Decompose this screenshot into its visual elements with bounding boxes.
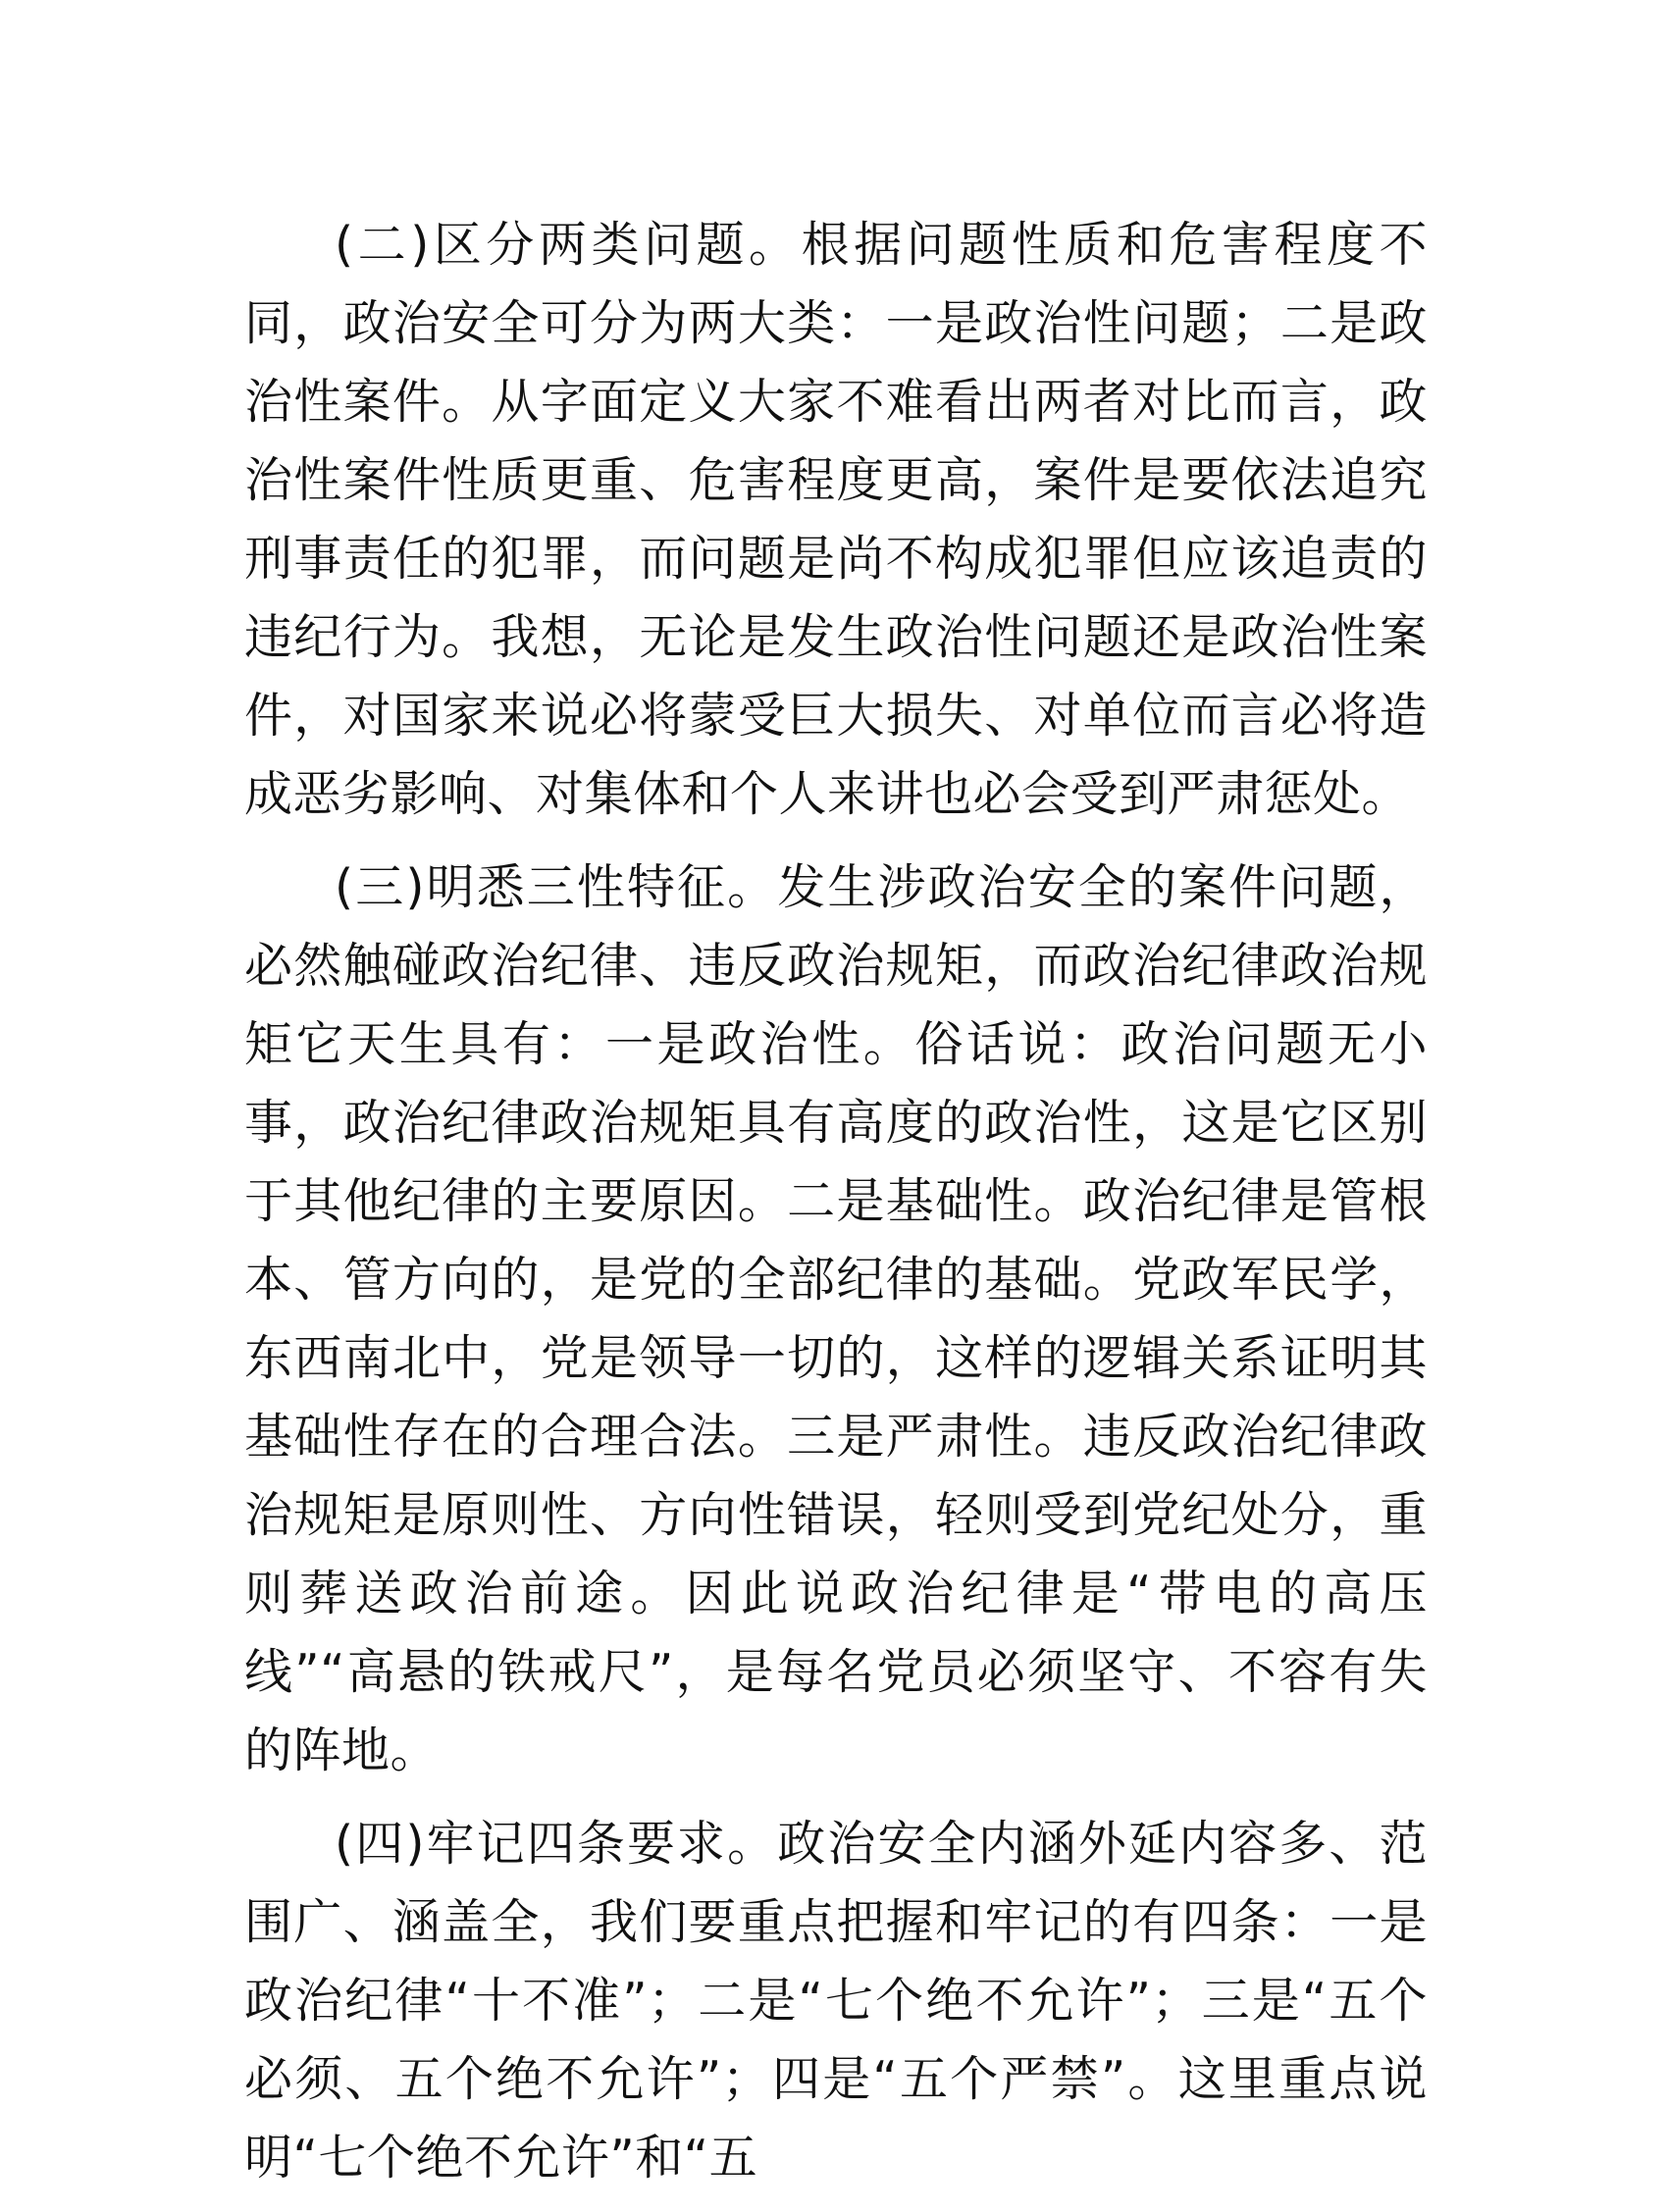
paragraph-section-2: (二)区分两类问题。根据问题性质和危害程度不同，政治安全可分为两大类：一是政治性问题；二是政治性案件。从字面定义大家不难看出两者对比而言，政治性案件性质更重、危害程度更高，案件是要依法追究刑事责任的犯罪，而问题是尚不构成犯罪但应该追责的违纪行为。我想，无论是发生政治性问题还是政治性案件，对国家来说必将蒙受巨大损失、对单位而言必将造成恶劣影响、对集体和个人来讲也必会受到严肃惩处。	[244, 217, 1428, 822]
document-body	[244, 206, 1428, 2212]
paragraph-section-4: (四)牢记四条要求。政治安全内涵外延内容多、范围广、涵盖全，我们要重点把握和牢记的有四条：一是政治纪律“十不准”；二是“七个绝不允许”；三是“五个必须、五个绝不允许”；四是“五个严禁”。这里重点说明“七个绝不允许”和“五	[244, 1816, 1428, 2186]
paragraph-section-3: (三)明悉三性特征。发生涉政治安全的案件问题，必然触碰政治纪律、违反政治规矩，而政治纪律政治规矩它天生具有：一是政治性。俗话说：政治问题无小事，政治纪律政治规矩具有高度的政治性，这是它区别于其他纪律的主要原因。二是基础性。政治纪律是管根本、管方向的，是党的全部纪律的基础。党政军民学，东西南北中，党是领导一切的，这样的逻辑关系证明其基础性存在的合理合法。三是严肃性。违反政治纪律政治规矩是原则性、方向性错误，轻则受到党纪处分，重则葬送政治前途。因此说政治纪律是“带电的高压线”“高悬的铁戒尺”，是每名党员必须坚守、不容有失的阵地。	[244, 859, 1428, 1778]
